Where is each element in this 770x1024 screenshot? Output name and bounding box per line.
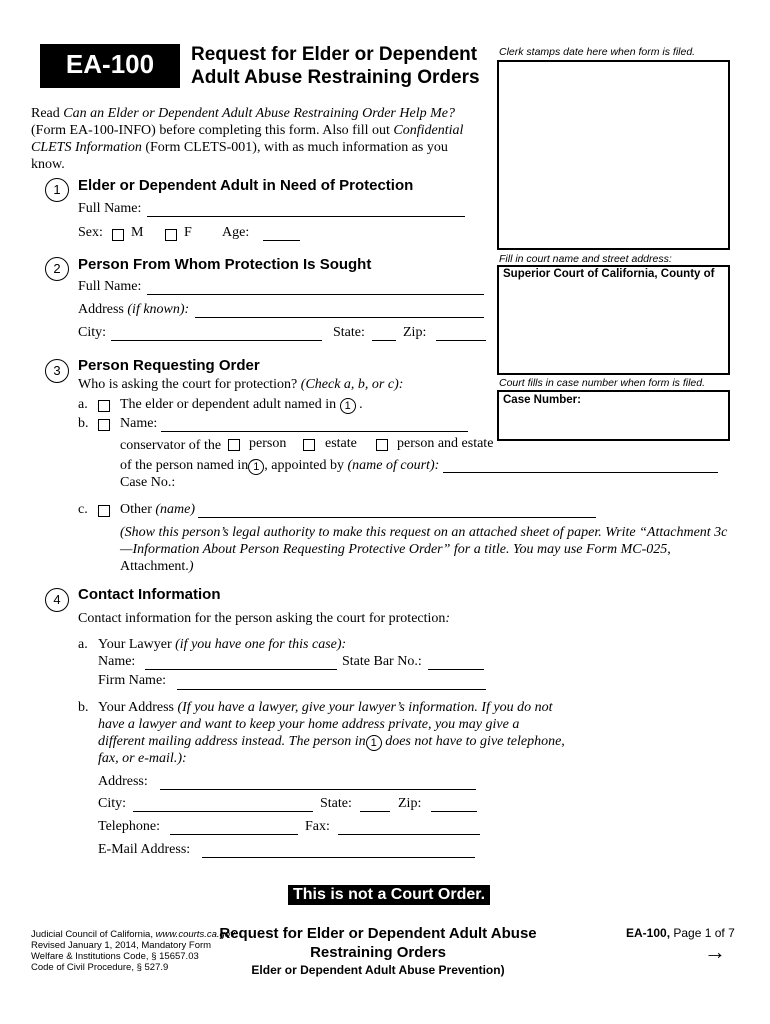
sec4-b-line3: different mailing address instead. The person in 1 does not have to give telephone, — [98, 734, 565, 749]
footer-title-line2: Restraining Orders — [310, 944, 446, 961]
your-address-label: Address: — [98, 774, 148, 789]
sec2-state-label: State: — [333, 325, 365, 340]
sec3-b-checkbox[interactable] — [98, 419, 110, 431]
conservator-both-label: person and estate — [397, 436, 494, 451]
sec3-c-letter: c. — [78, 502, 88, 517]
section-3-title: Person Requesting Order — [78, 357, 260, 374]
section-2-title: Person From Whom Protection Is Sought — [78, 256, 372, 273]
form-title-line1: Request for Elder or Dependent — [191, 44, 478, 65]
sec1-sex-label: Sex: — [78, 225, 103, 240]
sec3-a-text: The elder or dependent adult named in 1 . — [120, 397, 363, 412]
sec4-a-label: Your Lawyer (if you have one for this case): — [98, 637, 347, 652]
conservator-estate-checkbox[interactable] — [303, 439, 315, 451]
sec2-address-field[interactable] — [195, 317, 484, 318]
court-name: Superior Court of California, County of — [503, 268, 715, 280]
form-id: EA-100 — [65, 49, 155, 79]
sec2-zip-field[interactable] — [436, 340, 486, 341]
sec3-note-line3: Attachment.) — [120, 559, 194, 574]
your-city-field[interactable] — [133, 811, 313, 812]
section-4-title: Contact Information — [78, 586, 221, 603]
your-state-field[interactable] — [360, 811, 390, 812]
sec1-full-name-field[interactable] — [147, 216, 465, 217]
sec2-city-label: City: — [78, 325, 107, 340]
sec4-b-line2: have a lawyer and want to keep your home address private, you may give a — [98, 717, 520, 732]
ref-1-icon: 1 — [340, 398, 356, 414]
fax-label: Fax: — [305, 819, 330, 834]
intro-line1: Read Can an Elder or Dependent Adult Abuse Restraining Order Help Me? — [31, 106, 455, 121]
sec4-b-line1: Your Address (If you have a lawyer, give your lawyer’s information. If you do not — [98, 700, 553, 715]
lawyer-name-label: Name: — [98, 654, 136, 669]
sex-m-label: M — [131, 225, 144, 240]
conservator-person-checkbox[interactable] — [228, 439, 240, 451]
sec3-c-other-label: Other (name) — [120, 502, 196, 517]
sec2-address-label: Address (if known): — [78, 302, 190, 317]
ref-1-icon: 1 — [248, 459, 264, 475]
conservator-label: conservator of the — [120, 438, 222, 453]
sec3-appointed-label: of the person named in 1 , appointed by (name of court): — [120, 458, 440, 473]
clerk-stamp-box — [497, 60, 730, 250]
section-3-number: 3 — [45, 359, 69, 383]
sec2-zip-label: Zip: — [403, 325, 427, 340]
fax-field[interactable] — [338, 834, 480, 835]
sex-f-checkbox[interactable] — [165, 229, 177, 241]
sec3-b-letter: b. — [78, 416, 89, 431]
sec3-c-other-field[interactable] — [198, 517, 596, 518]
footer-subtitle: Elder or Dependent Adult Abuse Prevention) — [251, 963, 505, 977]
sec3-a-letter: a. — [78, 397, 88, 412]
sec3-note-line2: —Information About Person Requesting Protective Order” for a title. You may use Form MC-025, — [120, 542, 671, 557]
sec1-age-label: Age: — [222, 225, 250, 240]
telephone-field[interactable] — [170, 834, 298, 835]
your-address-field[interactable] — [160, 789, 476, 790]
footer-page-info: EA-100, Page 1 of 7 — [626, 926, 735, 940]
ref-1-icon: 1 — [366, 735, 382, 751]
conservator-estate-label: estate — [325, 436, 357, 451]
sec4-intro: Contact information for the person asking the court for protection: — [78, 611, 451, 626]
section-2-number: 2 — [45, 257, 69, 281]
not-court-order-notice: This is not a Court Order. — [288, 885, 490, 905]
clerk-stamp-label: Clerk stamps date here when form is filed. — [499, 46, 696, 58]
telephone-label: Telephone: — [98, 819, 160, 834]
footer-line2: Revised January 1, 2014, Mandatory Form — [31, 940, 212, 951]
email-field[interactable] — [202, 857, 475, 858]
sec4-b-letter: b. — [78, 700, 89, 715]
your-zip-label: Zip: — [398, 796, 422, 811]
section-1-title: Elder or Dependent Adult in Need of Protection — [78, 177, 414, 194]
your-state-label: State: — [320, 796, 352, 811]
state-bar-label: State Bar No.: — [342, 654, 422, 669]
section-1-number: 1 — [45, 178, 69, 202]
court-name-box[interactable] — [497, 265, 730, 375]
firm-name-label: Firm Name: — [98, 673, 167, 688]
sec3-note-line1: (Show this person’s legal authority to make this request on an attached sheet of paper. Write “Attachment 3c — [120, 525, 728, 540]
sec2-city-field[interactable] — [111, 340, 322, 341]
sec3-c-checkbox[interactable] — [98, 505, 110, 517]
sec4-b-line4: fax, or e-mail.): — [98, 751, 187, 766]
next-page-arrow-icon[interactable]: → — [704, 939, 726, 964]
intro-line2: (Form EA-100-INFO) before completing this form. Also fill out Confidential — [31, 123, 464, 138]
conservator-both-checkbox[interactable] — [376, 439, 388, 451]
email-label: E-Mail Address: — [98, 842, 191, 857]
lawyer-name-field[interactable] — [145, 669, 337, 670]
footer-line1: Judicial Council of California, www.courts.ca.gov — [31, 929, 235, 940]
footer-line4: Code of Civil Procedure, § 527.9 — [31, 962, 169, 973]
state-bar-field[interactable] — [428, 669, 484, 670]
appointed-court-field[interactable] — [443, 472, 718, 473]
sex-m-checkbox[interactable] — [112, 229, 124, 241]
sec4-a-letter: a. — [78, 637, 88, 652]
sex-f-label: F — [184, 225, 192, 240]
your-zip-field[interactable] — [431, 811, 477, 812]
sec2-full-name-label: Full Name: — [78, 279, 142, 294]
conservator-person-label: person — [249, 436, 287, 451]
form-title-line2: Adult Abuse Restraining Orders — [191, 67, 480, 88]
firm-name-field[interactable] — [177, 689, 486, 690]
your-city-label: City: — [98, 796, 127, 811]
case-number-label: Case Number: — [503, 394, 581, 406]
sec1-full-name-label: Full Name: — [78, 201, 142, 216]
sec3-question: Who is asking the court for protection? (Check a, b, or c): — [78, 377, 404, 392]
court-fill-label: Fill in court name and street address: — [499, 253, 672, 265]
section-4-number: 4 — [45, 588, 69, 612]
case-fill-label: Court fills in case number when form is filed. — [499, 377, 705, 389]
sec3-case-no-label: Case No.: — [120, 475, 176, 490]
intro-line4: know. — [31, 157, 65, 172]
sec2-full-name-field[interactable] — [147, 294, 484, 295]
sec3-b-name-label: Name: — [120, 416, 158, 431]
sec3-b-name-field[interactable] — [161, 431, 468, 432]
footer-title-line1: Request for Elder or Dependent Adult Abuse — [219, 925, 537, 942]
sec1-age-field[interactable] — [263, 240, 300, 241]
intro-line3: CLETS Information (Form CLETS-001), with as much information as you — [31, 140, 448, 155]
sec3-a-checkbox[interactable] — [98, 400, 110, 412]
sec2-state-field[interactable] — [372, 340, 396, 341]
footer-line3: Welfare & Institutions Code, § 15657.03 — [31, 951, 199, 962]
